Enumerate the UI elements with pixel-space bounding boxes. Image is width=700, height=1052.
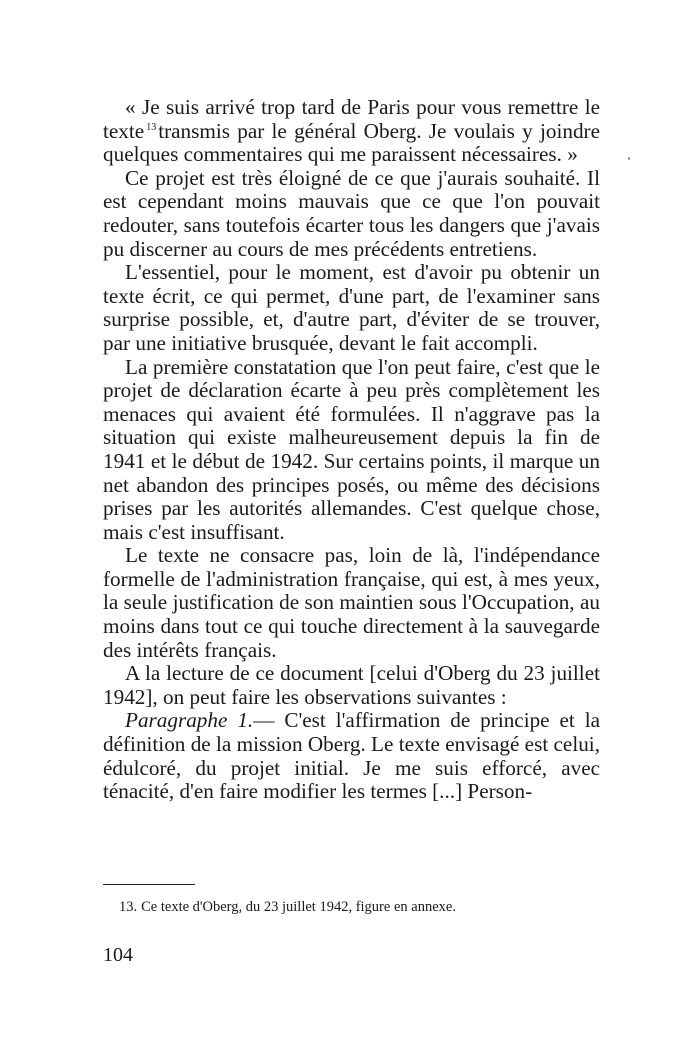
paragraph-7-lead: Paragraphe 1. xyxy=(125,708,254,733)
paragraph-1-text-after: transmis par le général Oberg. Je voulais y joindre quelques commentaires qui me paraissent nécessaires. » xyxy=(103,118,600,167)
paragraph-1-text-before: « Je suis arrivé trop tard de Paris pour vous remettre le texte xyxy=(103,95,600,143)
footnote-reference: 13 xyxy=(146,121,157,133)
footnote xyxy=(119,898,589,916)
page-number: 104 xyxy=(103,944,133,966)
paragraph-2: Ce projet est très éloigné de ce que j'aurais souhaité. Il est cependant moins mauvais que ce que l'on pouvait redouter, sans toutefois écarter tous les dangers que j'avais pu discerner au cours de mes précédents entretiens. xyxy=(103,165,600,261)
paragraph-7 xyxy=(103,709,600,803)
body-text xyxy=(103,96,600,804)
paragraph-1 xyxy=(103,96,600,167)
footnote-text: Ce texte d'Oberg, du 23 juillet 1942, figure en annexe. xyxy=(141,899,456,915)
footnote-rule xyxy=(103,884,195,885)
footnote-mark: 13. xyxy=(119,899,138,915)
paragraph-7-text: — C'est l'affirmation de principe et la définition de la mission Oberg. Le texte envisagé est celui, édulcoré, du projet initial. Je me suis efforcé, avec ténacité, d'en faire modifier les termes [...] Person- xyxy=(103,708,601,804)
paragraph-5: Le texte ne consacre pas, loin de là, l'indépendance formelle de l'administration française, qui est, à mes yeux, la seule justification de son maintien sous l'Occupation, au moins dans tout ce qui touche directement à la sauvegarde des intérêts français. xyxy=(103,543,600,662)
paragraph-4: La première constatation que l'on peut faire, c'est que le projet de déclaration écarte à peu près complètement les menaces qui avaient été formulées. Il n'aggrave pas la situation qui existe malheureusement depuis la fin de 1941 et le début de 1942. Sur certains points, il marque un net abandon des principes posés, ou même des décisions prises par les autorités allemandes. C'est quelque chose, mais c'est insuffisant. xyxy=(103,354,600,544)
paragraph-3: L'essentiel, pour le moment, est d'avoir pu obtenir un texte écrit, ce qui permet, d'une part, de l'examiner sans surprise possible, et, d'autre part, d'éviter de se trouver, par une initiative brusquée, devant le fait accompli. xyxy=(103,260,600,355)
scan-speck xyxy=(628,157,630,160)
paragraph-6: A la lecture de ce document [celui d'Oberg du 23 juillet 1942], on peut faire les observations suivantes : xyxy=(103,661,600,709)
